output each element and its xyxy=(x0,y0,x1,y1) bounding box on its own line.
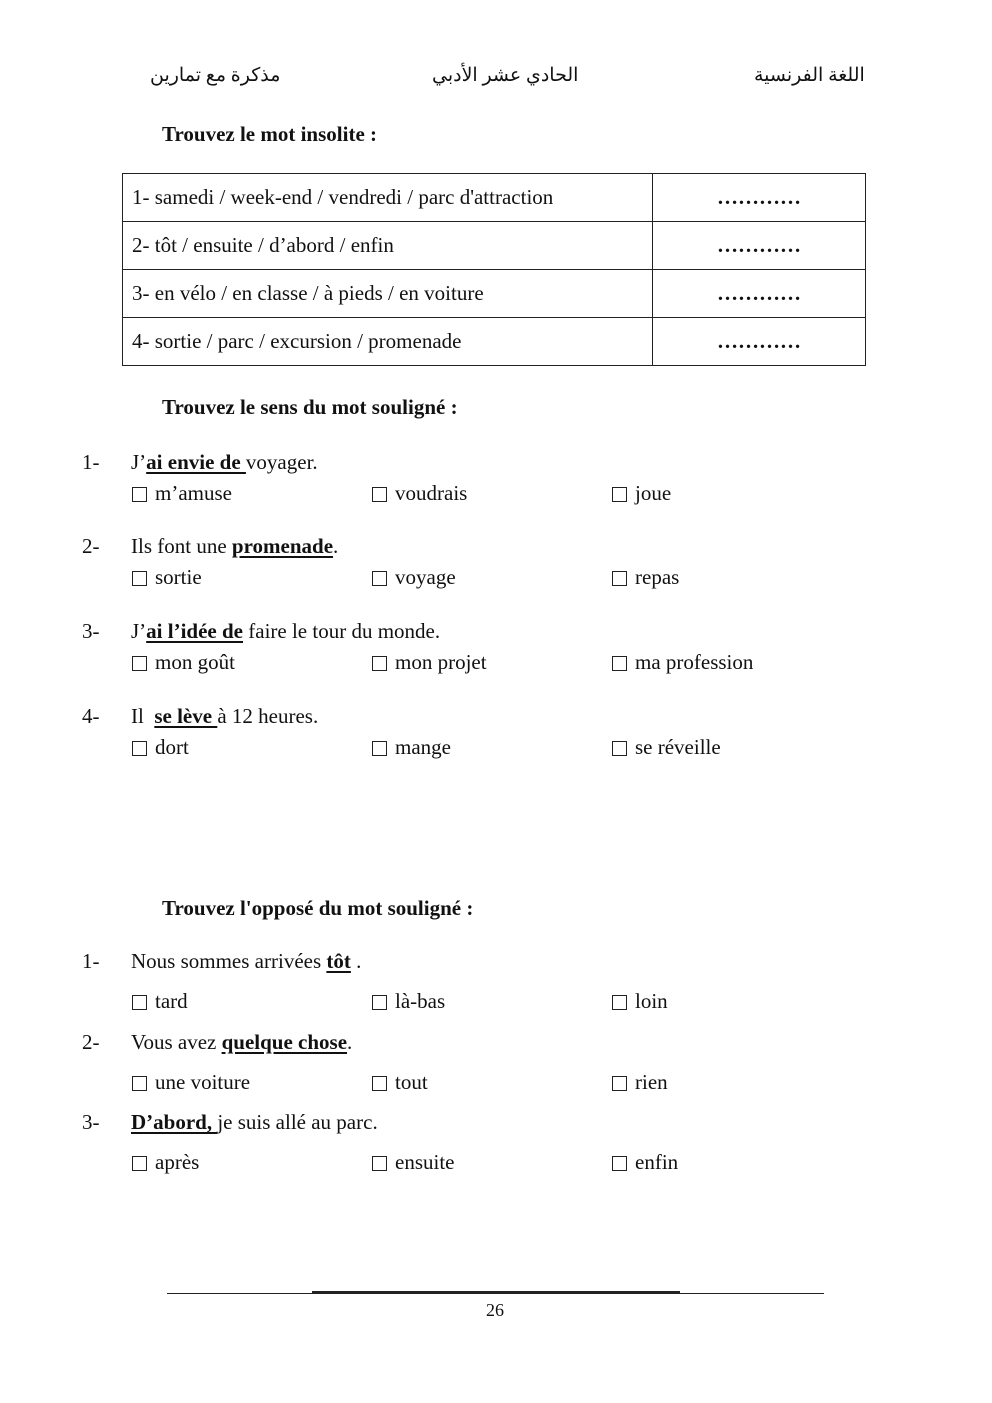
header-right: اللغة الفرنسية xyxy=(754,65,865,86)
checkbox[interactable] xyxy=(612,1156,627,1171)
checkbox[interactable] xyxy=(372,656,387,671)
checkbox[interactable] xyxy=(132,487,147,502)
odd-words-cell: 3- en vélo / en classe / à pieds / en voiture xyxy=(123,270,653,318)
sentence-end: . xyxy=(350,949,362,973)
odd-word-table xyxy=(122,173,866,366)
option-label: mange xyxy=(395,735,451,759)
table-row xyxy=(123,174,866,222)
option-label: ensuite xyxy=(395,1150,455,1174)
option-label: tout xyxy=(395,1070,428,1094)
option[interactable] xyxy=(132,735,189,760)
option[interactable] xyxy=(612,1150,678,1175)
header-center: الحادي عشر الأدبي xyxy=(432,65,579,86)
checkbox[interactable] xyxy=(132,1076,147,1091)
odd-words-cell: 4- sortie / parc / excursion / promenade xyxy=(123,318,653,366)
option-label: repas xyxy=(635,565,680,589)
checkbox[interactable] xyxy=(132,571,147,586)
option[interactable] xyxy=(612,989,668,1014)
table-row xyxy=(123,318,866,366)
option-label: mon projet xyxy=(395,650,487,674)
option-label: voudrais xyxy=(395,481,468,505)
sentence-start: Ils font une xyxy=(131,534,232,558)
footer-divider-bold xyxy=(312,1291,680,1293)
page-number: 26 xyxy=(486,1300,504,1320)
option[interactable] xyxy=(372,1070,428,1095)
odd-words-cell: 1- samedi / week-end / vendredi / parc d'attraction xyxy=(123,174,653,222)
checkbox[interactable] xyxy=(372,995,387,1010)
question-sentence xyxy=(131,534,338,559)
sentence-start: J’ xyxy=(131,450,147,474)
section1-title: Trouvez le mot insolite : xyxy=(162,122,378,146)
table-row xyxy=(123,222,866,270)
sentence-end: . xyxy=(347,1030,353,1054)
option[interactable] xyxy=(612,735,721,760)
option-label: ma profession xyxy=(635,650,754,674)
option-label: sortie xyxy=(155,565,202,589)
option[interactable] xyxy=(132,1150,199,1175)
option[interactable] xyxy=(372,565,456,590)
checkbox[interactable] xyxy=(132,656,147,671)
underlined-word: ai envie de xyxy=(146,450,246,474)
sentence-end: à 12 heures. xyxy=(217,704,319,728)
answer-blank[interactable]: ………… xyxy=(653,318,866,366)
question-number: 2- xyxy=(82,1030,100,1054)
question-sentence xyxy=(131,949,361,974)
sentence-end: faire le tour du monde. xyxy=(243,619,441,643)
answer-blank[interactable]: ………… xyxy=(653,174,866,222)
option[interactable] xyxy=(612,650,753,675)
option[interactable] xyxy=(132,1070,250,1095)
answer-blank[interactable]: ………… xyxy=(653,270,866,318)
option-label: tard xyxy=(155,989,188,1013)
question-sentence xyxy=(131,1030,352,1055)
option[interactable] xyxy=(132,650,235,675)
option-label: joue xyxy=(635,481,672,505)
sentence-start: Nous sommes arrivées xyxy=(131,949,327,973)
option[interactable] xyxy=(132,989,188,1014)
checkbox[interactable] xyxy=(612,1076,627,1091)
option-label: après xyxy=(155,1150,200,1174)
checkbox[interactable] xyxy=(372,741,387,756)
question-sentence xyxy=(131,704,318,729)
underlined-word: quelque chose xyxy=(221,1030,348,1054)
question-number: 3- xyxy=(82,619,100,643)
sentence-start: Vous avez xyxy=(131,1030,222,1054)
option[interactable] xyxy=(372,481,467,506)
underlined-word: ai l’idée de xyxy=(146,619,243,643)
question-number: 3- xyxy=(82,1110,100,1134)
option[interactable] xyxy=(372,1150,454,1175)
question-number: 1- xyxy=(82,450,100,474)
option-label: se réveille xyxy=(635,735,721,759)
checkbox[interactable] xyxy=(372,1156,387,1171)
checkbox[interactable] xyxy=(372,487,387,502)
section2-title: Trouvez le sens du mot souligné : xyxy=(162,395,458,419)
checkbox[interactable] xyxy=(132,1156,147,1171)
option[interactable] xyxy=(612,481,671,506)
option[interactable] xyxy=(132,565,202,590)
option-label: voyage xyxy=(395,565,456,589)
underlined-word: D’abord, xyxy=(131,1110,218,1134)
checkbox[interactable] xyxy=(612,571,627,586)
question-sentence xyxy=(131,619,440,644)
option-label: enfin xyxy=(635,1150,679,1174)
option[interactable] xyxy=(612,1070,668,1095)
checkbox[interactable] xyxy=(612,656,627,671)
section3-title: Trouvez l'opposé du mot souligné : xyxy=(162,896,474,920)
option[interactable] xyxy=(372,989,445,1014)
question-number: 4- xyxy=(82,704,100,728)
option-label: rien xyxy=(635,1070,668,1094)
option[interactable] xyxy=(372,650,487,675)
question-number: 1- xyxy=(82,949,100,973)
sentence-end: voyager. xyxy=(245,450,318,474)
question-number: 2- xyxy=(82,534,100,558)
option[interactable] xyxy=(132,481,232,506)
odd-words-cell: 2- tôt / ensuite / d’abord / enfin xyxy=(123,222,653,270)
table-row xyxy=(123,270,866,318)
sentence-end: . xyxy=(333,534,339,558)
option-label: loin xyxy=(635,989,668,1013)
option-label: m’amuse xyxy=(155,481,232,505)
underlined-word: tôt xyxy=(326,949,351,973)
option-label: une voiture xyxy=(155,1070,251,1094)
option-label: dort xyxy=(155,735,189,759)
checkbox[interactable] xyxy=(132,741,147,756)
option[interactable] xyxy=(372,735,451,760)
question-sentence xyxy=(131,450,318,475)
sentence-end: je suis allé au parc. xyxy=(217,1110,378,1134)
underlined-word: se lève xyxy=(154,704,218,728)
sentence-start: Il xyxy=(131,704,155,728)
checkbox[interactable] xyxy=(612,995,627,1010)
sentence-start: J’ xyxy=(131,619,147,643)
checkbox[interactable] xyxy=(612,487,627,502)
checkbox[interactable] xyxy=(132,995,147,1010)
checkbox[interactable] xyxy=(612,741,627,756)
footer-divider xyxy=(167,1293,824,1294)
checkbox[interactable] xyxy=(372,1076,387,1091)
option-label: là-bas xyxy=(395,989,446,1013)
option[interactable] xyxy=(612,565,679,590)
option-label: mon goût xyxy=(155,650,235,674)
answer-blank[interactable]: ………… xyxy=(653,222,866,270)
header-left: مذكرة مع تمارين xyxy=(150,65,281,86)
underlined-word: promenade xyxy=(231,534,334,558)
checkbox[interactable] xyxy=(372,571,387,586)
question-sentence xyxy=(131,1110,378,1135)
